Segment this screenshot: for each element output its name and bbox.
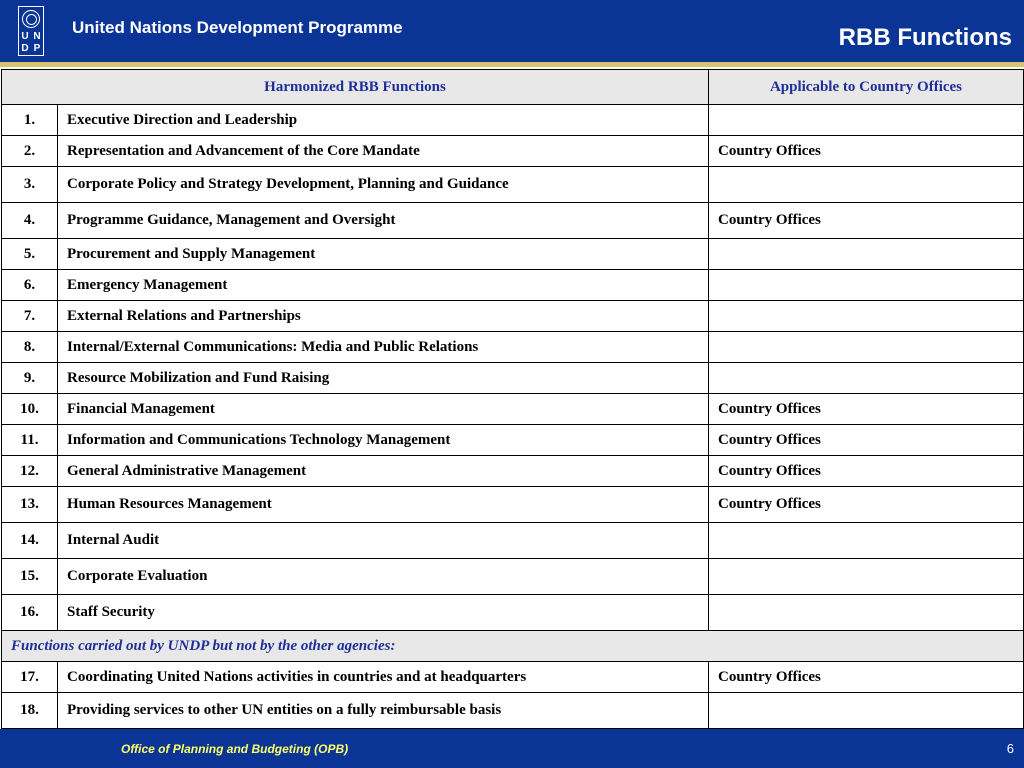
column-header-applicable: Applicable to Country Offices [709,70,1024,105]
table-row [2,425,1024,456]
row-applicable [709,167,1024,203]
row-function: Providing services to other UN entities on a fully reimbursable basis [58,693,709,729]
logo-letter: D [21,43,29,54]
row-function: Coordinating United Nations activities in countries and at headquarters [58,662,709,693]
row-number: 7. [2,301,58,332]
row-function: Executive Direction and Leadership [58,105,709,136]
row-applicable [709,270,1024,301]
row-function: Emergency Management [58,270,709,301]
row-applicable: Country Offices [709,425,1024,456]
section-label: Functions carried out by UNDP but not by the other agencies: [2,631,1024,662]
row-number: 1. [2,105,58,136]
table-row [2,394,1024,425]
table-row [2,363,1024,394]
row-applicable [709,239,1024,270]
table-row [2,332,1024,363]
row-function: Financial Management [58,394,709,425]
table-row [2,662,1024,693]
row-function: Human Resources Management [58,487,709,523]
row-applicable [709,363,1024,394]
table-row [2,105,1024,136]
table-row [2,595,1024,631]
row-number: 16. [2,595,58,631]
row-function: Corporate Policy and Strategy Development, Planning and Guidance [58,167,709,203]
rbb-functions-table [1,69,1024,729]
row-applicable: Country Offices [709,203,1024,239]
column-header-functions: Harmonized RBB Functions [2,70,709,105]
row-number: 18. [2,693,58,729]
row-applicable: Country Offices [709,487,1024,523]
header-divider [0,62,1024,67]
row-applicable [709,301,1024,332]
logo-letter: U [21,31,29,42]
table-header-row [2,70,1024,105]
row-number: 3. [2,167,58,203]
page-number: 6 [1006,741,1014,756]
row-applicable: Country Offices [709,456,1024,487]
row-function: Internal/External Communications: Media and Public Relations [58,332,709,363]
row-applicable: Country Offices [709,662,1024,693]
row-number: 14. [2,523,58,559]
row-function: Resource Mobilization and Fund Raising [58,363,709,394]
row-function: Staff Security [58,595,709,631]
row-applicable [709,559,1024,595]
logo-letter: P [33,43,41,54]
slide-title: RBB Functions [838,24,1012,51]
row-function: Information and Communications Technology Management [58,425,709,456]
logo-letters [19,31,43,55]
row-number: 8. [2,332,58,363]
un-emblem-icon [22,10,40,28]
row-applicable [709,595,1024,631]
row-applicable [709,523,1024,559]
row-number: 9. [2,363,58,394]
row-number: 11. [2,425,58,456]
row-number: 12. [2,456,58,487]
row-number: 15. [2,559,58,595]
row-function: Procurement and Supply Management [58,239,709,270]
row-function: Programme Guidance, Management and Oversight [58,203,709,239]
table-row [2,301,1024,332]
undp-logo [18,6,44,56]
logo-letter: N [33,31,41,42]
row-applicable [709,105,1024,136]
table-row [2,136,1024,167]
row-applicable: Country Offices [709,136,1024,167]
table-row [2,456,1024,487]
table-row [2,203,1024,239]
row-number: 17. [2,662,58,693]
row-number: 10. [2,394,58,425]
table-row [2,523,1024,559]
row-number: 5. [2,239,58,270]
table-row [2,487,1024,523]
row-function: External Relations and Partnerships [58,301,709,332]
row-function: Corporate Evaluation [58,559,709,595]
slide-footer [0,729,1024,768]
row-number: 4. [2,203,58,239]
table-row [2,270,1024,301]
table-row [2,693,1024,729]
row-applicable: Country Offices [709,394,1024,425]
table-row [2,167,1024,203]
row-applicable [709,332,1024,363]
row-applicable [709,693,1024,729]
organization-name: United Nations Development Programme [72,18,403,37]
row-function: Representation and Advancement of the Core Mandate [58,136,709,167]
row-function: Internal Audit [58,523,709,559]
footer-office: Office of Planning and Budgeting (OPB) [121,742,349,756]
table-row [2,559,1024,595]
row-number: 2. [2,136,58,167]
row-number: 13. [2,487,58,523]
table-row [2,239,1024,270]
row-number: 6. [2,270,58,301]
slide-header [0,0,1024,62]
row-function: General Administrative Management [58,456,709,487]
section-row [2,631,1024,662]
